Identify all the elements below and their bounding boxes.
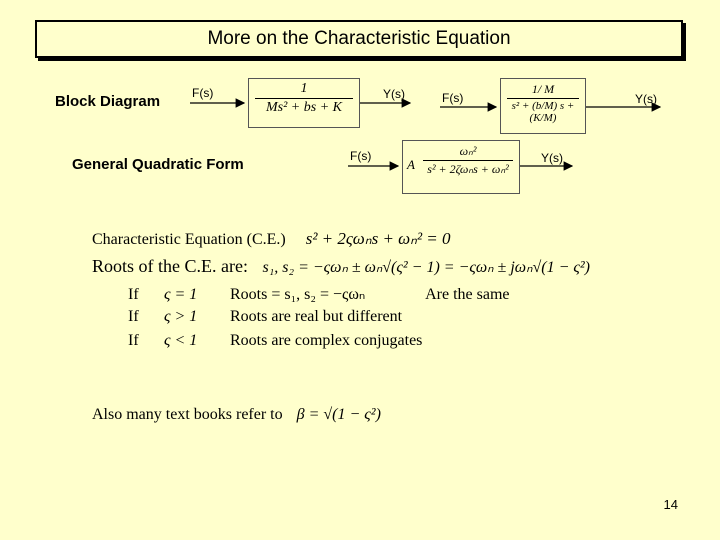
quadratic-denominator: s² + 2ζωₙs + ωₙ² (427, 162, 509, 176)
case-row-overdamped (128, 308, 402, 326)
tf2-numerator: 1/ M (531, 82, 555, 96)
input-signal-2: F(s) (442, 91, 464, 105)
case-result: Roots are real but different (230, 308, 403, 325)
output-signal-1: Y(s) (383, 87, 405, 101)
also-text: Also many text books refer to (92, 406, 283, 423)
tf2-denominator: s² + (b/M) s + (K/M) (511, 100, 575, 124)
quadratic-form-label: General Quadratic Form (72, 156, 244, 173)
case-if: If (128, 286, 139, 303)
output-signal-2: Y(s) (635, 92, 657, 106)
quadratic-output-signal: Y(s) (541, 151, 563, 165)
roots-expression: s₁, s₂ = −ςωₙ ± ωₙ√(ς² − 1) = −ςωₙ ± jωₙ√(1 − ς²) (262, 259, 590, 276)
case-condition: ς = 1 (164, 286, 198, 303)
roots-label: Roots of the C.E. are: (92, 256, 248, 276)
case-row-underdamped (128, 332, 422, 350)
case-extra: Are the same (425, 286, 510, 303)
case-row-critical (128, 284, 510, 304)
quadratic-gain: A (407, 157, 415, 172)
tf1-numerator: 1 (300, 81, 308, 96)
tf1-denominator: Ms² + bs + K (266, 100, 342, 115)
case-if: If (128, 332, 139, 349)
quadratic-input-signal: F(s) (350, 149, 372, 163)
slide-title: More on the Characteristic Equation (35, 20, 683, 58)
ce-label: Characteristic Equation (C.E.) (92, 231, 286, 248)
roots-line (92, 256, 590, 277)
ce-line (92, 229, 451, 249)
quadratic-numerator: ωₙ² (459, 144, 477, 158)
case-condition: ς < 1 (164, 332, 198, 349)
case-condition: ς > 1 (164, 308, 198, 325)
block-diagram-label: Block Diagram (55, 93, 161, 110)
ce-expression: s² + 2ςωₙs + ωₙ² = 0 (305, 229, 451, 248)
case-if: If (128, 308, 139, 325)
beta-expression: β = √(1 − ς²) (296, 406, 381, 423)
input-signal-1: F(s) (192, 86, 214, 100)
page-number: 14 (663, 497, 678, 512)
case-result: Roots are complex conjugates (230, 332, 423, 349)
also-line (92, 406, 381, 424)
case-result: Roots = s₁, s₂ = −ςωₙ (230, 286, 366, 303)
